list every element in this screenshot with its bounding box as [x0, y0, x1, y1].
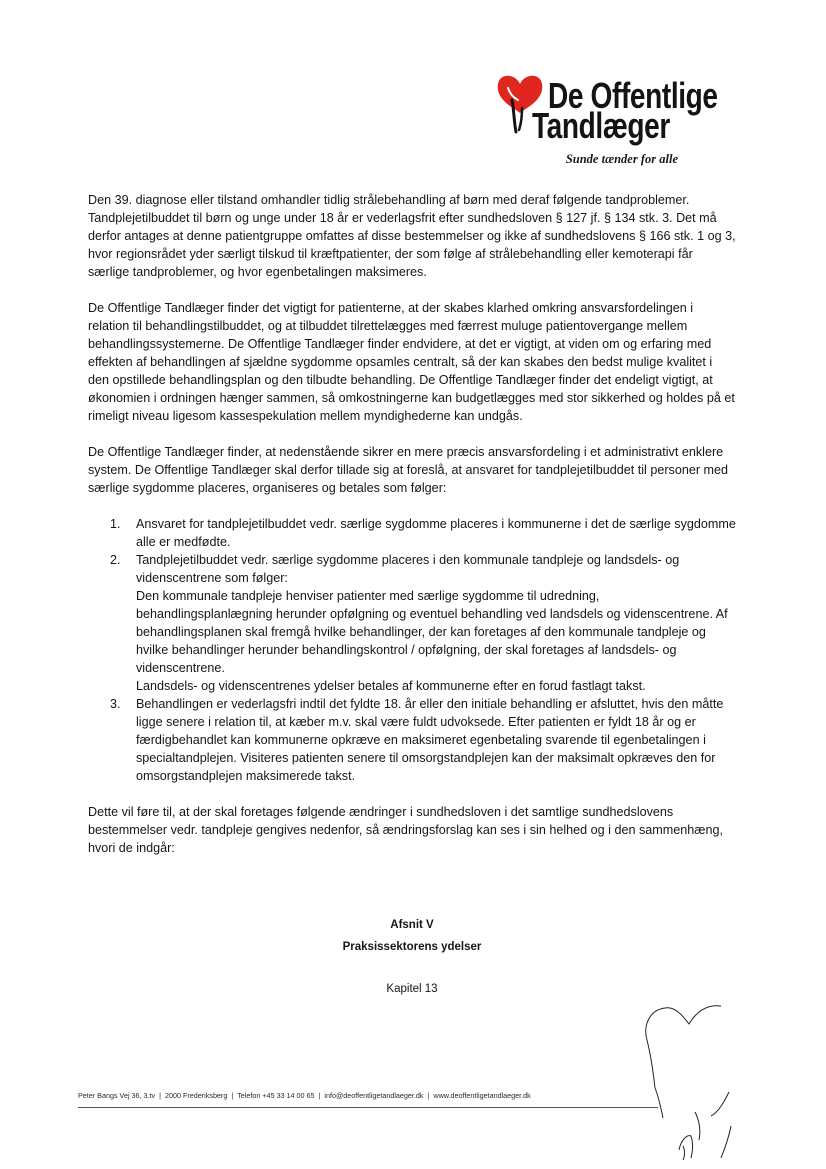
list-item-subtext: Den kommunale tandpleje henviser patienter med særlige sygdomme til udredning, behandlingsplanlægning herunder opfølgning og eventuel behandling ved landsdels og videnscentrene. Af behandlingsplanen skal fremgå hvilke behandlinger, der kan foretages af den kommunale tandpleje og hvilke behandlinger herunder behandlingskontrol / opfølgning, der skal foretages af landsdels- og videnscentrene. [136, 589, 728, 675]
list-item [88, 695, 736, 785]
list-item-subtext: Landsdels- og videnscentrenes ydelser betales af kommunerne efter en forud fastlagt takst. [136, 679, 646, 693]
list-item-text: Behandlingen er vederlagsfri indtil det fyldte 18. år eller den initiale behandling er afsluttet, hvis den måtte ligge senere i relation til, at kæber m.v. skal være fuldt udvoksede. Efter patienten er fyldt 18 år og er færdigbehandlet kan kommunerne opkræve en maksimeret egenbetaling svarende til egenbetalingen i specialtandplejen. Visiteres patienten senere til omsorgstandplejen kan der maksimalt opkræves den for omsorgstandplejen maksimerede takst. [136, 697, 724, 783]
section-subtitle: Praksissektorens ydelser [342, 941, 482, 953]
chapter-heading: Kapitel 13 [386, 983, 438, 995]
tooth-outline-icon [635, 1000, 745, 1162]
closing-paragraph: Dette vil føre til, at der skal foretages følgende ændringer i sundhedsloven i det samtlige sundhedslovens bestemmelser vedr. tandpleje gengives nedenfor, så ændringsforslag kan ses i sin helhed og i den sammenhæng, hvori de indgår: [88, 805, 723, 855]
list-item-text: Tandplejetilbuddet vedr. særlige sygdomme placeres i den kommunale tandpleje og landsdels- og videnscentrene som følger: [136, 553, 680, 585]
logo-name-line2: Tandlæger [532, 105, 670, 146]
paragraph: Den 39. diagnose eller tilstand omhandler tidlig strålebehandling af børn med deraf følgende tandproblemer. Tandplejetilbuddet til børn og unge under 18 år er vederlagsfrit efter sundhedsloven § 127 jf. § 134 stk. 3. Det må derfor antages at denne patientgruppe omfattes af disse bestemmelser og ikke af sundhedslovens § 166 stk. 1 og 3, hvor regionsrådet yder særligt tilskud til kræftpatienter, der som følge af strålebehandling eller kemoterapi får særlige tandproblemer, og hvor egenbetalingen maksimeres. [88, 193, 736, 279]
logo-name-line1: De Offentlige [548, 75, 718, 116]
list-number: 2. [110, 553, 121, 567]
list-item-text: Ansvaret for tandplejetilbuddet vedr. særlige sygdomme placeres i kommunerne i det de særlige sygdomme alle er medfødte. [136, 517, 736, 549]
list-item [88, 515, 736, 551]
paragraph: De Offentlige Tandlæger finder, at nedenstående sikrer en mere præcis ansvarsfordeling i et administrativt enklere system. De Offentlige Tandlæger skal derfor tillade sig at foreslå, at ansvaret for tandplejetilbuddet til personer med særlige sygdomme placeres, organiseres og betales som følger: [88, 445, 729, 495]
footer-website-link[interactable]: www.deoffentligetandlaeger.dk [433, 1091, 531, 1100]
section-title: Afsnit V [390, 919, 434, 931]
list-number: 1. [110, 517, 121, 531]
paragraph: De Offentlige Tandlæger finder det vigtigt for patienterne, at der skabes klarhed omkring ansvarsfordelingen i relation til behandlingstilbuddet, og at tilbuddet tilrettelægges med færrest muluge patientovergange mellem behandlingssystemerne. De Offentlige Tandlæger finder endvidere, at det er vigtigt, at viden om og erfaring med effekten af behandlingen af sjældne sygdomme opsamles centralt, så der kan skabes den bedst mulige kvalitet i den opstillede behandlingsplan og den tilbudte behandling. De Offentlige Tandlæger finder det endeligt vigtigt, at økonomien i ordningen hænger sammen, så omkostningerne kan budgetlægges med stor sikkerhed og holdes på et rimeligt niveau ligesom kassespekulation mellem myndighederne kan undgås. [88, 301, 735, 423]
footer-city: 2000 Frederiksberg [165, 1091, 228, 1100]
list-item [88, 551, 736, 695]
logo-tagline: Sunde tænder for alle [565, 152, 678, 166]
footer-address: Peter Bangs Vej 36, 3.tv [78, 1091, 156, 1100]
letter-body [88, 191, 736, 875]
footer-email-link[interactable]: info@deoffentligetandlaeger.dk [324, 1091, 424, 1100]
organization-logo [494, 64, 724, 174]
footer-phone: Telefon +45 33 14 00 65 [237, 1091, 315, 1100]
footer-contact-line: Peter Bangs Vej 36, 3.tv | 2000 Frederiksberg | Telefon +45 33 14 00 65 | info@deoffentligetandlaeger.dk | www.deoffentligetandlaeger.dk [78, 1091, 531, 1100]
proposal-list [88, 515, 736, 785]
list-number: 3. [110, 697, 121, 711]
footer-divider [78, 1107, 658, 1108]
